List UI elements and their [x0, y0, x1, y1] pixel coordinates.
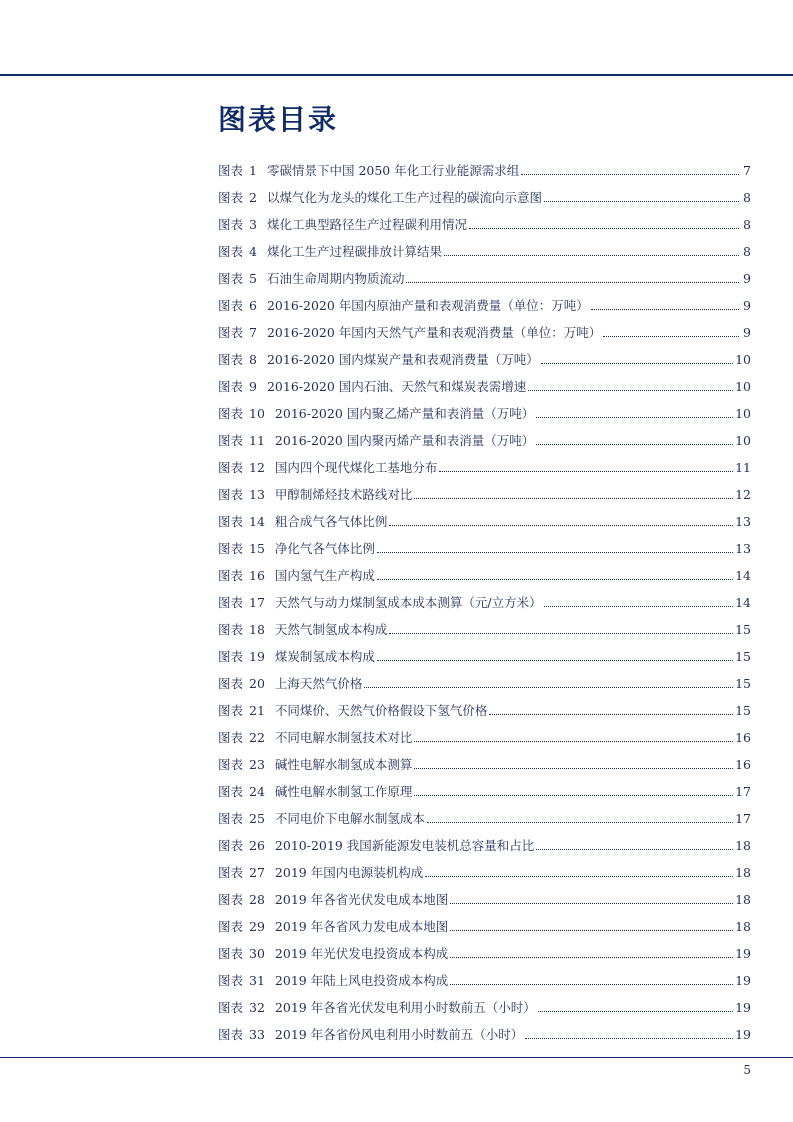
- toc-entry-title: 碱性电解水制氢成本测算: [274, 757, 413, 772]
- toc-entry-title: 不同电解水制氢技术对比: [274, 730, 413, 745]
- toc-entry-title: 2016-2020 国内煤炭产量和表观消费量（万吨）: [266, 352, 539, 367]
- toc-entry-leader: [469, 227, 739, 229]
- toc-entry[interactable]: [218, 994, 751, 1021]
- toc-entry-page: 10: [735, 406, 751, 421]
- toc-entry-number: 27: [249, 865, 265, 880]
- toc-entry-title: 零碳情景下中国 2050 年化工行业能源需求组: [266, 163, 520, 178]
- toc-entry-label: 图表: [218, 460, 244, 475]
- toc-entry-label: 图表: [218, 811, 244, 826]
- toc-entry-number: 2: [249, 190, 257, 205]
- toc-entry[interactable]: [218, 427, 751, 454]
- toc-entry-title: 粗合成气各气体比例: [274, 514, 388, 529]
- toc-entry-leader: [603, 335, 739, 337]
- toc-entry-label: 图表: [218, 190, 244, 205]
- toc-entry-title: 净化气各气体比例: [274, 541, 375, 556]
- toc-entry[interactable]: [218, 265, 751, 292]
- toc-entry-leader: [521, 173, 739, 175]
- toc-entry-label: 图表: [218, 541, 244, 556]
- toc-entry-title: 2019 年各省风力发电成本地图: [274, 919, 449, 934]
- toc-entry-leader: [450, 956, 733, 958]
- table-of-figures: [218, 157, 751, 1048]
- page-title: 图表目录: [218, 103, 339, 136]
- toc-entry-title: 2019 年各省光伏发电利用小时数前五（小时）: [274, 1000, 536, 1015]
- toc-entry-page: 15: [735, 649, 751, 664]
- toc-entry-page: 9: [743, 271, 751, 286]
- toc-entry-page: 17: [735, 811, 751, 826]
- toc-entry[interactable]: [218, 724, 751, 751]
- toc-entry-leader: [528, 389, 733, 391]
- toc-entry-page: 19: [735, 973, 751, 988]
- toc-entry-leader: [377, 578, 733, 580]
- toc-entry-label: 图表: [218, 1027, 244, 1042]
- toc-entry-title: 不同电价下电解水制氢成本: [274, 811, 425, 826]
- toc-entry-leader: [450, 983, 733, 985]
- toc-entry[interactable]: [218, 454, 751, 481]
- toc-entry-leader: [536, 416, 733, 418]
- toc-entry[interactable]: [218, 157, 751, 184]
- toc-entry-page: 16: [735, 757, 751, 772]
- toc-entry-page: 14: [735, 595, 751, 610]
- toc-entry[interactable]: [218, 535, 751, 562]
- toc-entry[interactable]: [218, 589, 751, 616]
- toc-entry-page: 16: [735, 730, 751, 745]
- toc-entry-title: 2019 年光伏发电投资成本构成: [274, 946, 449, 961]
- toc-entry-page: 19: [735, 946, 751, 961]
- toc-entry-title: 上海天然气价格: [274, 676, 363, 691]
- toc-entry-number: 6: [249, 298, 257, 313]
- toc-entry-label: 图表: [218, 757, 244, 772]
- toc-entry-number: 20: [249, 676, 265, 691]
- toc-entry[interactable]: [218, 292, 751, 319]
- toc-entry-label: 图表: [218, 244, 244, 259]
- toc-entry-page: 10: [735, 433, 751, 448]
- toc-entry-number: 25: [249, 811, 265, 826]
- toc-entry-number: 28: [249, 892, 265, 907]
- toc-entry-title: 2016-2020 年国内天然气产量和表观消费量（单位：万吨）: [266, 325, 602, 340]
- toc-entry-page: 10: [735, 379, 751, 394]
- toc-entry-page: 18: [735, 838, 751, 853]
- toc-entry-label: 图表: [218, 1000, 244, 1015]
- toc-entry-leader: [536, 443, 733, 445]
- page-number: 5: [743, 1063, 751, 1077]
- toc-entry[interactable]: [218, 670, 751, 697]
- toc-entry-label: 图表: [218, 325, 244, 340]
- toc-entry-leader: [450, 929, 733, 931]
- toc-entry-page: 8: [743, 217, 751, 232]
- toc-entry-number: 9: [249, 379, 257, 394]
- toc-entry[interactable]: [218, 400, 751, 427]
- toc-entry-leader: [427, 821, 733, 823]
- toc-entry-page: 9: [743, 298, 751, 313]
- toc-entry-leader: [444, 254, 739, 256]
- toc-entry-page: 8: [743, 244, 751, 259]
- footer-rule: [0, 1057, 793, 1058]
- toc-entry-page: 13: [735, 541, 751, 556]
- toc-entry[interactable]: [218, 805, 751, 832]
- toc-entry-number: 5: [249, 271, 257, 286]
- toc-entry-label: 图表: [218, 838, 244, 853]
- toc-entry-page: 18: [735, 919, 751, 934]
- toc-entry-number: 7: [249, 325, 257, 340]
- toc-entry-number: 24: [249, 784, 265, 799]
- toc-entry-number: 11: [249, 433, 265, 448]
- toc-entry[interactable]: [218, 1021, 751, 1048]
- toc-entry-number: 13: [249, 487, 265, 502]
- toc-entry-leader: [389, 632, 733, 634]
- toc-entry-page: 18: [735, 892, 751, 907]
- toc-entry-page: 13: [735, 514, 751, 529]
- toc-entry-title: 不同煤价、天然气价格假设下氢气价格: [274, 703, 488, 718]
- toc-entry-leader: [414, 497, 733, 499]
- toc-entry[interactable]: [218, 346, 751, 373]
- toc-entry-number: 3: [249, 217, 257, 232]
- toc-entry-page: 17: [735, 784, 751, 799]
- toc-entry-leader: [544, 605, 733, 607]
- toc-entry-title: 2010-2019 我国新能源发电装机总容量和占比: [274, 838, 535, 853]
- toc-entry-number: 32: [249, 1000, 265, 1015]
- toc-entry[interactable]: [218, 211, 751, 238]
- toc-entry[interactable]: [218, 616, 751, 643]
- toc-entry-number: 21: [249, 703, 265, 718]
- toc-entry-label: 图表: [218, 298, 244, 313]
- toc-entry[interactable]: [218, 886, 751, 913]
- toc-entry[interactable]: [218, 238, 751, 265]
- toc-entry-label: 图表: [218, 352, 244, 367]
- toc-entry[interactable]: [218, 319, 751, 346]
- toc-entry-page: 7: [743, 163, 751, 178]
- toc-entry-label: 图表: [218, 595, 244, 610]
- toc-entry-label: 图表: [218, 703, 244, 718]
- toc-entry[interactable]: [218, 184, 751, 211]
- toc-entry-number: 23: [249, 757, 265, 772]
- toc-entry[interactable]: [218, 481, 751, 508]
- toc-entry-label: 图表: [218, 379, 244, 394]
- toc-entry-leader: [377, 551, 733, 553]
- toc-entry-leader: [414, 740, 733, 742]
- toc-entry-label: 图表: [218, 865, 244, 880]
- toc-entry-leader: [425, 875, 733, 877]
- toc-entry-title: 2019 年陆上风电投资成本构成: [274, 973, 449, 988]
- toc-entry-title: 甲醇制烯烃技术路线对比: [274, 487, 413, 502]
- toc-entry-title: 2019 年国内电源装机构成: [274, 865, 424, 880]
- toc-entry[interactable]: [218, 508, 751, 535]
- toc-entry-leader: [525, 1037, 733, 1039]
- toc-entry-title: 天然气制氢成本构成: [274, 622, 388, 637]
- toc-entry-label: 图表: [218, 433, 244, 448]
- toc-entry-leader: [414, 767, 733, 769]
- toc-entry[interactable]: [218, 697, 751, 724]
- toc-entry-number: 16: [249, 568, 265, 583]
- toc-entry[interactable]: [218, 778, 751, 805]
- toc-entry-label: 图表: [218, 217, 244, 232]
- toc-entry-label: 图表: [218, 730, 244, 745]
- toc-entry-label: 图表: [218, 514, 244, 529]
- toc-entry-page: 14: [735, 568, 751, 583]
- toc-entry-leader: [536, 848, 733, 850]
- toc-entry-title: 2016-2020 年国内原油产量和表观消费量（单位：万吨）: [266, 298, 589, 313]
- toc-entry-number: 15: [249, 541, 265, 556]
- toc-entry-page: 12: [735, 487, 751, 502]
- toc-entry-title: 天然气与动力煤制氢成本成本测算（元/立方米）: [274, 595, 542, 610]
- toc-entry[interactable]: [218, 562, 751, 589]
- toc-entry-leader: [591, 308, 739, 310]
- toc-entry-label: 图表: [218, 568, 244, 583]
- toc-entry-label: 图表: [218, 649, 244, 664]
- toc-entry-title: 以煤气化为龙头的煤化工生产过程的碳流向示意图: [266, 190, 542, 205]
- toc-entry-leader: [414, 794, 733, 796]
- toc-entry-page: 15: [735, 676, 751, 691]
- toc-entry-page: 8: [743, 190, 751, 205]
- toc-entry-title: 国内氢气生产构成: [274, 568, 375, 583]
- toc-entry-title: 煤炭制氢成本构成: [274, 649, 375, 664]
- toc-entry-label: 图表: [218, 946, 244, 961]
- toc-entry[interactable]: [218, 940, 751, 967]
- toc-entry-title: 石油生命周期内物质流动: [266, 271, 405, 286]
- toc-entry-leader: [364, 686, 733, 688]
- toc-entry[interactable]: [218, 913, 751, 940]
- toc-entry-label: 图表: [218, 406, 244, 421]
- toc-entry-number: 14: [249, 514, 265, 529]
- toc-entry-leader: [541, 362, 733, 364]
- toc-entry-number: 26: [249, 838, 265, 853]
- toc-entry-title: 国内四个现代煤化工基地分布: [274, 460, 438, 475]
- toc-entry-title: 2019 年各省光伏发电成本地图: [274, 892, 449, 907]
- toc-entry-label: 图表: [218, 919, 244, 934]
- toc-entry-number: 12: [249, 460, 265, 475]
- toc-entry-leader: [538, 1010, 733, 1012]
- toc-entry-number: 22: [249, 730, 265, 745]
- toc-entry-label: 图表: [218, 973, 244, 988]
- toc-entry-number: 1: [249, 163, 257, 178]
- toc-entry-number: 29: [249, 919, 265, 934]
- toc-entry-page: 19: [735, 1027, 751, 1042]
- toc-entry-title: 煤化工生产过程碳排放计算结果: [266, 244, 442, 259]
- toc-entry-label: 图表: [218, 271, 244, 286]
- toc-entry-leader: [389, 524, 733, 526]
- toc-entry-number: 17: [249, 595, 265, 610]
- toc-entry-leader: [439, 470, 733, 472]
- toc-entry-label: 图表: [218, 892, 244, 907]
- toc-entry-title: 2019 年各省份风电利用小时数前五（小时）: [274, 1027, 524, 1042]
- toc-entry-label: 图表: [218, 676, 244, 691]
- toc-entry-title: 2016-2020 国内石油、天然气和煤炭表需增速: [266, 379, 527, 394]
- toc-entry[interactable]: [218, 859, 751, 886]
- toc-entry-leader: [377, 659, 733, 661]
- toc-entry[interactable]: [218, 967, 751, 994]
- toc-entry-number: 4: [249, 244, 257, 259]
- toc-entry[interactable]: [218, 643, 751, 670]
- toc-entry-number: 10: [249, 406, 265, 421]
- toc-entry[interactable]: [218, 373, 751, 400]
- toc-entry-page: 9: [743, 325, 751, 340]
- toc-entry-page: 10: [735, 352, 751, 367]
- toc-entry-leader: [489, 713, 733, 715]
- toc-entry-page: 15: [735, 703, 751, 718]
- toc-entry-number: 30: [249, 946, 265, 961]
- toc-entry-page: 11: [735, 460, 751, 475]
- toc-entry-label: 图表: [218, 163, 244, 178]
- header-rule: [0, 74, 793, 76]
- toc-entry[interactable]: [218, 832, 751, 859]
- toc-entry-title: 2016-2020 国内聚丙烯产量和表消量（万吨）: [274, 433, 535, 448]
- toc-entry[interactable]: [218, 751, 751, 778]
- toc-entry-leader: [450, 902, 733, 904]
- toc-entry-title: 碱性电解水制氢工作原理: [274, 784, 413, 799]
- toc-entry-number: 33: [249, 1027, 265, 1042]
- toc-entry-number: 19: [249, 649, 265, 664]
- toc-entry-leader: [544, 200, 739, 202]
- toc-entry-label: 图表: [218, 784, 244, 799]
- toc-entry-title: 2016-2020 国内聚乙烯产量和表消量（万吨）: [274, 406, 535, 421]
- toc-entry-number: 8: [249, 352, 257, 367]
- toc-entry-title: 煤化工典型路径生产过程碳利用情况: [266, 217, 467, 232]
- toc-entry-leader: [406, 281, 739, 283]
- toc-entry-number: 31: [249, 973, 265, 988]
- toc-entry-page: 15: [735, 622, 751, 637]
- toc-entry-number: 18: [249, 622, 265, 637]
- toc-entry-page: 19: [735, 1000, 751, 1015]
- toc-entry-label: 图表: [218, 487, 244, 502]
- toc-entry-label: 图表: [218, 622, 244, 637]
- toc-entry-page: 18: [735, 865, 751, 880]
